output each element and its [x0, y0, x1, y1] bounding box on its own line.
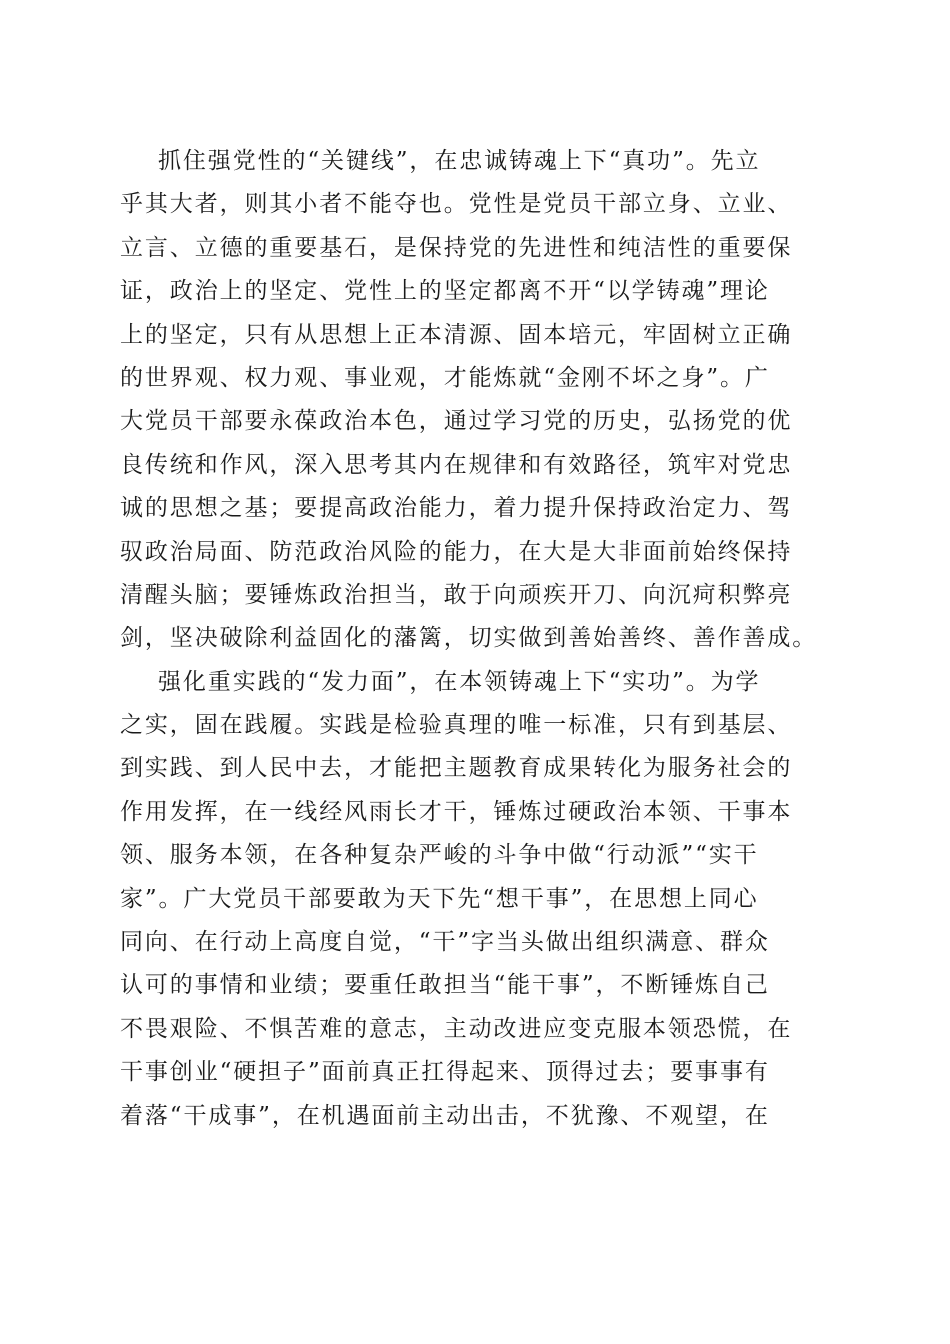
paragraph-line: 的世界观、权力观、事业观，才能炼就“金刚不坏之身”。广 — [120, 364, 770, 391]
paragraph-line: 强化重实践的“发力面”，在本领铸魂上下“实功”。为学 — [158, 668, 761, 695]
paragraph-line: 抓住强党性的“关键线”，在忠诚铸魂上下“真功”。先立 — [158, 148, 761, 174]
paragraph-line: 不畏艰险、不惧苦难的意志，主动改进应变克服本领恐慌，在 — [120, 1015, 793, 1042]
paragraph-line: 乎其大者，则其小者不能夺也。党性是党员干部立身、立业、 — [120, 191, 793, 218]
paragraph-line: 干事创业“硬担子”面前真正扛得起来、顶得过去；要事事有 — [120, 1059, 770, 1086]
paragraph-line: 大党员干部要永葆政治本色，通过学习党的历史，弘扬党的优 — [120, 408, 793, 435]
paragraph-line: 驭政治局面、防范政治风险的能力，在大是大非面前始终保持 — [120, 538, 793, 565]
paragraph-line: 家”。广大党员干部要敢为天下先“想干事”，在思想上同心 — [120, 885, 759, 912]
body-text — [120, 140, 830, 1138]
paragraph-line: 之实，固在践履。实践是检验真理的唯一标准，只有到基层、 — [120, 712, 793, 739]
paragraph-line: 认可的事情和业绩；要重任敢担当“能干事”，不断锤炼自己 — [120, 972, 770, 999]
paragraph-line: 作用发挥，在一线经风雨长才干，锤炼过硬政治本领、干事本 — [120, 798, 793, 825]
paragraph-line: 上的坚定，只有从思想上正本清源、固本培元，牢固树立正确 — [120, 321, 793, 348]
paragraph-line: 良传统和作风，深入思考其内在规律和有效路径，筑牢对党忠 — [120, 451, 793, 478]
paragraph-practice — [120, 661, 830, 1138]
paragraph-line: 同向、在行动上高度自觉，“干”字当头做出组织满意、群众 — [120, 929, 770, 956]
paragraph-line: 剑，坚决破除利益固化的藩篱，切实做到善始善终、善作善成。 — [120, 625, 818, 652]
paragraph-line: 领、服务本领，在各种复杂严峻的斗争中做“行动派”“实干 — [120, 842, 759, 869]
paragraph-line: 着落“干成事”，在机遇面前主动出击，不犹豫、不观望，在 — [120, 1102, 770, 1129]
paragraph-party-spirit — [120, 140, 830, 661]
paragraph-line: 证，政治上的坚定、党性上的坚定都离不开“以学铸魂”理论 — [120, 278, 770, 305]
paragraph-line: 诚的思想之基；要提高政治能力，着力提升保持政治定力、驾 — [120, 495, 793, 522]
paragraph-line: 到实践、到人民中去，才能把主题教育成果转化为服务社会的 — [120, 755, 793, 782]
paragraph-line: 立言、立德的重要基石，是保持党的先进性和纯洁性的重要保 — [120, 234, 793, 261]
paragraph-line: 清醒头脑；要锤炼政治担当，敢于向顽疾开刀、向沉疴积弊亮 — [120, 581, 793, 608]
